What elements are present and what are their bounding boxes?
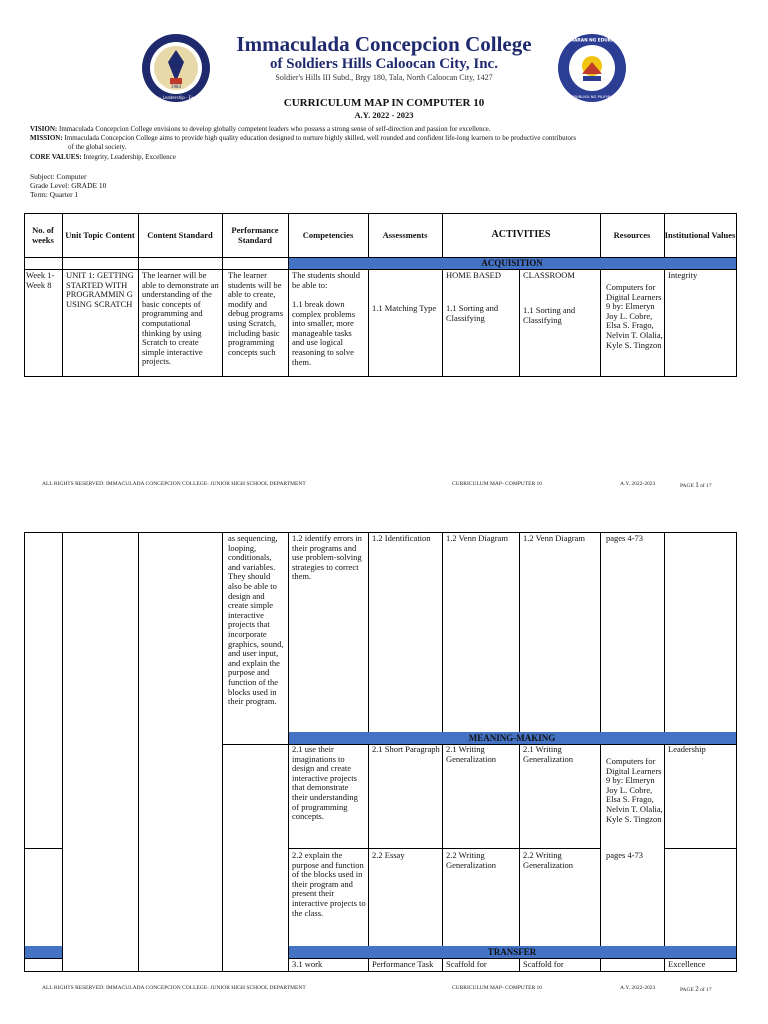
footer-page-number: 2 — [695, 985, 699, 993]
college-seal-motto: Integrity · Leadership · Excellence — [142, 95, 210, 100]
school-address: Soldier's Hills III Subd., Brgy 180, Tala, North Caloocan City, 1427 — [275, 73, 493, 82]
value-excellence: Excellence — [668, 960, 706, 969]
school-name: Immaculada Concepcion College — [236, 32, 532, 56]
row-performance-standard: The learner students will be able to create, modify and debug programs using Scratch, including basic programming concepts such — [228, 271, 284, 357]
competency-3-1: 3.1 work — [292, 960, 323, 969]
home-activity-2-1: 2.1 Writing Generalization — [446, 745, 497, 764]
footer-rights-p1: ALL RIGHTS RESERVED: IMMACULADA CONCEPCION COLLEGE- JUNIOR HIGH SCHOOL DEPARTMENT — [42, 481, 306, 487]
classroom-label: CLASSROOM — [523, 271, 575, 280]
deped-seal-bottom-text: REPUBLIKA NG PILIPINAS — [568, 94, 616, 99]
row-weeks: Week 1- Week 8 — [26, 271, 55, 290]
mission-statement — [30, 134, 740, 143]
row-content-standard: The learner will be able to demonstrate an understanding of the basic concepts of programming and computational thinking by using Scratch to create simple interactive projects. — [142, 271, 219, 367]
footer-of: of — [700, 987, 705, 993]
assessment-1-2: 1.2 Identification — [372, 534, 431, 543]
assessment-3-1: Performance Task — [372, 960, 434, 969]
assessment-2-2: 2.2 Essay — [372, 851, 405, 860]
resources-pages-1: pages 4-73 — [606, 534, 644, 543]
header-performance-standard: Performance Standard — [231, 225, 279, 245]
footer-map-p2: CURRICULUM MAP- COMPUTER 10 — [452, 985, 542, 991]
footer-of: of — [700, 483, 705, 489]
vision-label: VISION: — [30, 125, 58, 133]
header-institutional-values: Institutional Values — [664, 230, 736, 240]
classroom-activity-1-2: 1.2 Venn Diagram — [523, 534, 585, 543]
competency-2-1: 2.1 use their imaginations to design and create interactive projects that demonstrate their understanding of programming concepts. — [292, 745, 358, 822]
deped-seal-top-text: KAGAWARAN NG EDUKASYON — [556, 38, 628, 44]
header-assessments: Assessments — [382, 230, 428, 240]
footer-page-label: PAGE — [680, 483, 694, 489]
header-weeks: No. of weeks — [32, 225, 54, 245]
footer-page-p1 — [680, 481, 712, 489]
row-unit: UNIT 1: GETTING STARTED WITH PROGRAMMIN G USING SCRATCH — [66, 271, 134, 309]
row-value-integrity: Integrity — [668, 271, 698, 280]
mission-text: Immaculada Concepcion College aims to provide high quality education designed to nurture highly skilled, well rounded and confident life-long learners to be productive contributors — [64, 134, 577, 142]
core-values-text: Integrity, Leadership, Excellence — [83, 153, 176, 161]
header-content-standard: Content Standard — [147, 230, 213, 240]
college-seal-year: 1983 — [170, 84, 182, 89]
classroom-activity-2-1: 2.1 Writing Generalization — [523, 745, 574, 764]
header-resources: Resources — [613, 230, 651, 240]
footer-ay-p2: A.Y. 2022-2023 — [620, 985, 656, 991]
classroom-activity-3-1: Scaffold for — [523, 960, 564, 969]
band-acquisition: ACQUISITION — [288, 257, 736, 269]
resources-2: Computers for Digital Learners 9 by: Elmeryn Joy L. Cobre, Elsa S. Frago, Nelvin T. Olalia, Kyle S. Tingzon — [606, 757, 663, 824]
footer-total: 17 — [706, 483, 712, 489]
footer-rights-p2: ALL RIGHTS RESERVED: IMMACULADA CONCEPCION COLLEGE- JUNIOR HIGH SCHOOL DEPARTMENT — [42, 985, 306, 991]
footer-map-p1: CURRICULUM MAP- COMPUTER 10 — [452, 481, 542, 487]
row-resources: Computers for Digital Learners 9 by: Elmeryn Joy L. Cobre, Elsa S. Frago, Nelvin T. Olalia, Kyle S. Tingzon — [606, 283, 663, 350]
assessment-1-1: 1.1 Matching Type — [372, 304, 437, 313]
band-transfer-left — [24, 946, 62, 958]
vision-statement — [30, 125, 740, 134]
document-year: A.Y. 2022 - 2023 — [354, 110, 414, 120]
assessment-2-1: 2.1 Short Paragraph — [372, 745, 440, 754]
grade-level-line: Grade Level: GRADE 10 — [30, 181, 107, 190]
term-line: Term: Quarter 1 — [30, 190, 79, 199]
header-competencies: Competencies — [302, 230, 354, 240]
competency-2-2: 2.2 explain the purpose and function of the blocks used in their program and present their interactive projects to the class. — [292, 851, 366, 918]
competency-1-2: 1.2 identify errors in their programs and use problem-solving strategies to correct them. — [292, 534, 362, 582]
header-activities: ACTIVITIES — [491, 229, 551, 240]
home-activity-1-1: 1.1 Sorting and Classifying — [446, 304, 499, 323]
subject-line: Subject: Computer — [30, 172, 87, 181]
footer-page-number: 1 — [695, 481, 699, 489]
band-meaning-making: MEANING-MAKING — [288, 732, 736, 744]
resources-pages-2: pages 4-73 — [606, 851, 644, 860]
competency-intro: The students should be able to: — [292, 271, 360, 290]
footer-ay-p1: A.Y. 2022-2023 — [620, 481, 656, 487]
home-activity-1-2: 1.2 Venn Diagram — [446, 534, 508, 543]
core-values-label: CORE VALUES: — [30, 153, 82, 161]
band-transfer: TRANSFER — [288, 946, 736, 958]
performance-standard-continued: as sequencing, looping, conditionals, and variables. They should also be able to design and create simple interactive projects that incorporate graphics, sound, and user input, and explain the purpose and function of the blocks used in their program. — [228, 534, 284, 707]
vision-text: Immaculada Concepcion College envisions to develop globally competent leaders who possess a strong sense of self-direction and passion for excellence. — [58, 125, 491, 133]
mission-label: MISSION: — [30, 134, 63, 142]
document-title: CURRICULUM MAP IN COMPUTER 10 — [283, 97, 485, 109]
mission-continued: of the global society. — [68, 143, 127, 151]
footer-page-p2 — [680, 985, 712, 993]
footer-page-label: PAGE — [680, 987, 694, 993]
school-subtitle: of Soldiers Hills Caloocan City, Inc. — [270, 56, 498, 72]
core-values — [30, 153, 740, 162]
footer-total: 17 — [706, 987, 712, 993]
classroom-activity-1-1: 1.1 Sorting and Classifying — [523, 306, 576, 325]
home-activity-3-1: Scaffold for — [446, 960, 487, 969]
header-unit: Unit Topic Content — [65, 230, 135, 240]
home-based-label: HOME BASED — [446, 271, 502, 280]
competency-1-1: 1.1 break down complex problems into smaller, more manageable tasks and use logical reasoning to solve them. — [292, 300, 356, 367]
value-leadership: Leadership — [668, 745, 706, 754]
home-activity-2-2: 2.2 Writing Generalization — [446, 851, 497, 870]
classroom-activity-2-2: 2.2 Writing Generalization — [523, 851, 574, 870]
